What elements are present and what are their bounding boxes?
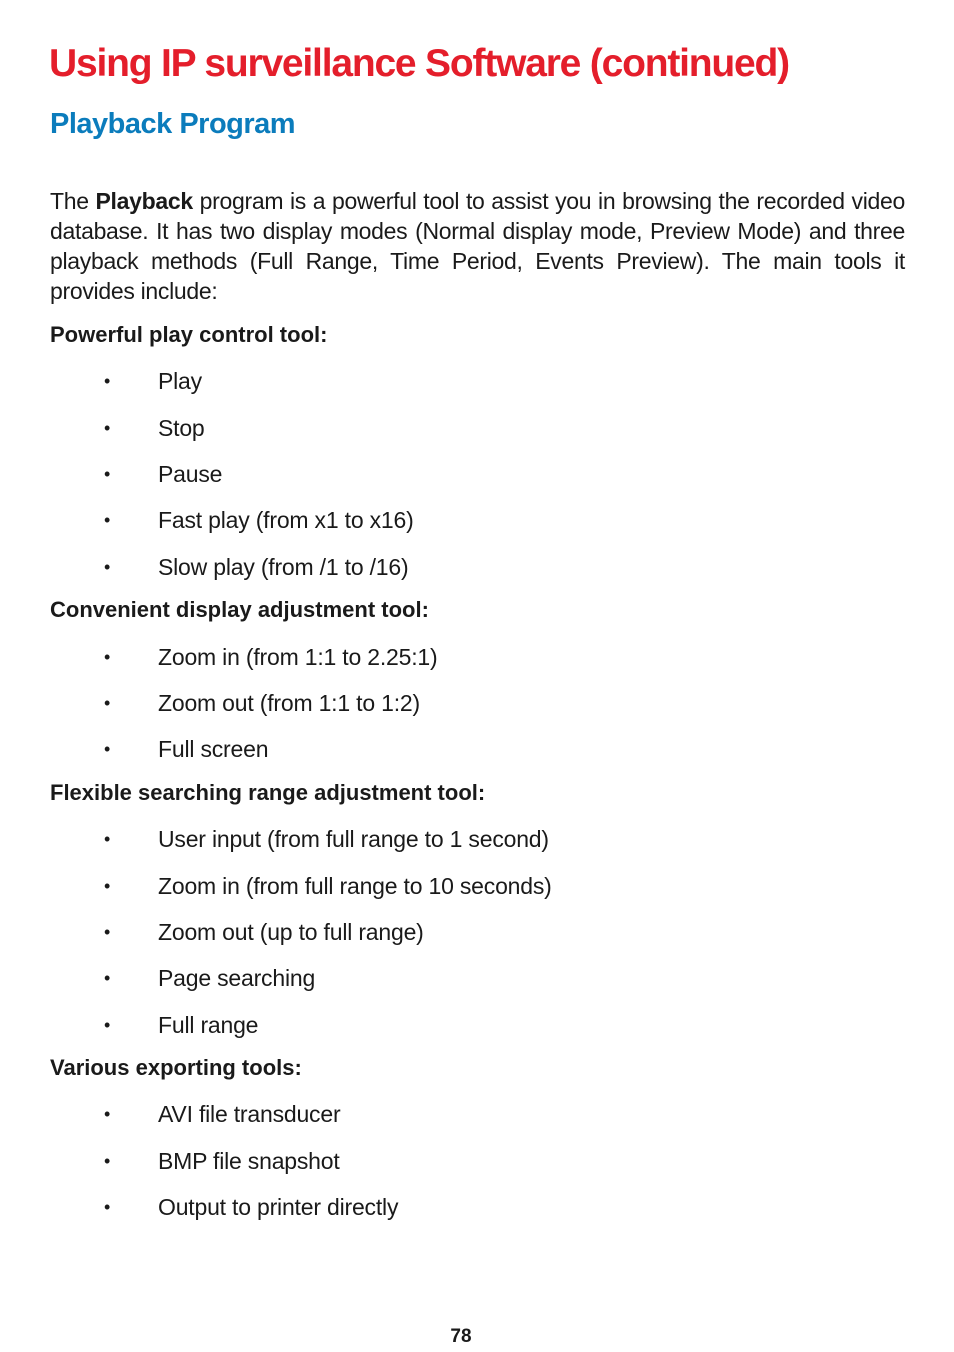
intro-suffix: program is a powerful tool to assist you in browsing the recorded video database. It has two display modes (Normal display mode, Preview Mode) and three playback methods (Full Range, Time Period, Events Preview). The main tools it provides include: xyxy=(50,188,905,304)
bullet-icon: • xyxy=(104,557,111,577)
heading-exporting-tools: Various exporting tools: xyxy=(50,1055,302,1080)
page-number: 78 xyxy=(450,1326,472,1347)
bullet-icon: • xyxy=(104,510,111,530)
bullet-icon: • xyxy=(104,371,111,391)
list-item-label: Zoom in (from full range to 10 seconds) xyxy=(158,873,552,899)
bullet-icon: • xyxy=(104,464,111,484)
heading-display-adjustment: Convenient display adjustment tool: xyxy=(50,597,429,622)
list-item-label: Play xyxy=(158,368,202,394)
list-item-label: Pause xyxy=(158,461,223,487)
list-item-label: Page searching xyxy=(158,965,316,991)
bullet-icon: • xyxy=(104,968,111,988)
bullet-icon: • xyxy=(104,418,111,438)
heading-searching-range: Flexible searching range adjustment tool: xyxy=(50,780,486,805)
list-item-label: User input (from full range to 1 second) xyxy=(158,826,549,852)
heading-play-control: Powerful play control tool: xyxy=(50,322,328,347)
bullet-icon: • xyxy=(104,693,111,713)
list-item-label: BMP file snapshot xyxy=(158,1148,340,1174)
list-item-label: Stop xyxy=(158,415,205,441)
bullet-icon: • xyxy=(104,1197,111,1217)
list-item-label: Zoom out (from 1:1 to 1:2) xyxy=(158,690,420,716)
intro-prefix: The xyxy=(50,188,96,214)
section-title: Playback Program xyxy=(50,108,296,140)
list-item-label: Slow play (from /1 to /16) xyxy=(158,554,409,580)
list-item-label: Full range xyxy=(158,1012,259,1038)
list-item-label: AVI file transducer xyxy=(158,1101,341,1127)
bullet-icon: • xyxy=(104,876,111,896)
bullet-icon: • xyxy=(104,1151,111,1171)
list-item-label: Full screen xyxy=(158,736,269,762)
page-title: Using IP surveillance Software (continued) xyxy=(49,42,789,85)
bullet-icon: • xyxy=(104,829,111,849)
intro-paragraph xyxy=(50,186,905,306)
bullet-icon: • xyxy=(104,647,111,667)
bullet-icon: • xyxy=(104,1015,111,1035)
bullet-icon: • xyxy=(104,922,111,942)
list-item-label: Zoom in (from 1:1 to 2.25:1) xyxy=(158,644,438,670)
list-item-label: Output to printer directly xyxy=(158,1194,399,1220)
intro-emphasis: Playback xyxy=(95,188,193,214)
bullet-icon: • xyxy=(104,1104,111,1124)
list-item-label: Fast play (from x1 to x16) xyxy=(158,507,414,533)
bullet-icon: • xyxy=(104,739,111,759)
list-item-label: Zoom out (up to full range) xyxy=(158,919,424,945)
